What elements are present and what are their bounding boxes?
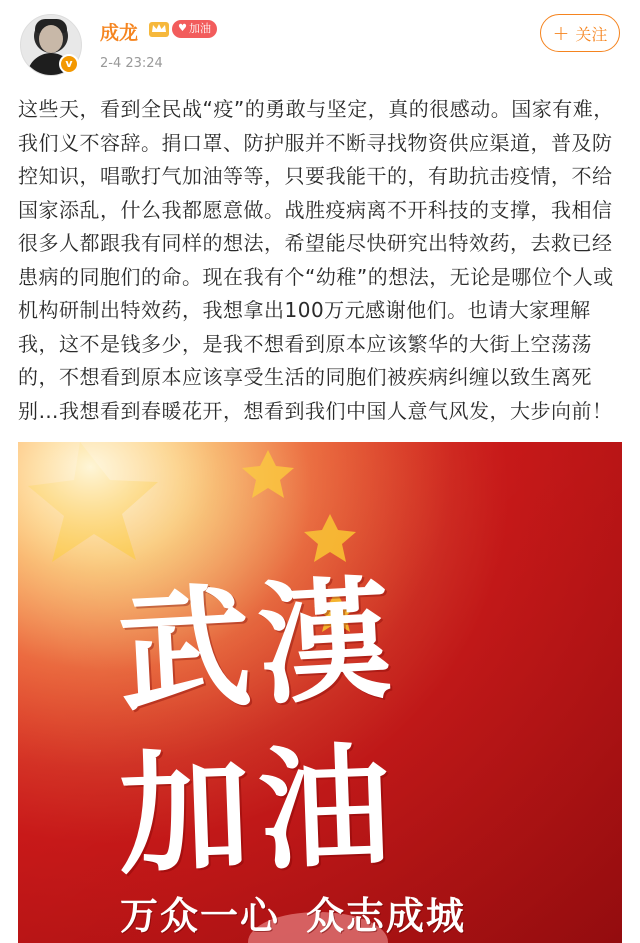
plus-icon: + (552, 21, 570, 45)
poster-slogan-part2: 众志成城 (306, 894, 467, 938)
poster-slogan-part1: 万众一心 (120, 894, 281, 938)
crown-icon (148, 19, 170, 39)
verified-badge-icon: v (59, 54, 79, 74)
status-badge (172, 20, 217, 38)
avatar-face (39, 25, 63, 53)
post-body-text: 这些天，看到全民战“疫”的勇敢与坚定，真的很感动。国家有难，我们义不容辞。捐口罩、防护服并不断寻找物资供应渠道，普及防控知识，唱歌打气加油等等，只要我能干的，有助抗击疫情，不给国家添乱，什么我都愿意做。战胜疫病离不开科技的支撑，我相信很多人都跟我有同样的想法，希望能尽快研究出特效药，去救已经患病的同胞们的命。现在我有个“幼稚”的想法，无论是哪位个人或机构研制出特效药，我想拿出100万元感谢他们。也请大家理解我，这不是钱多少，是我不想看到原本应该繁华的大街上空荡荡的，不想看到原本应该享受生活的同胞们被疾病纠缠以致生离死别…我想看到春暖花开，想看到我们中国人意气风发，大步向前！ (18, 97, 614, 423)
post-header (0, 0, 640, 90)
post-timestamp: 2-4 23:24 (100, 56, 163, 71)
follow-button-label: 关注 (575, 24, 608, 44)
poster-headline-2: 加油 (115, 729, 402, 894)
author-name[interactable]: 成龙 (100, 22, 139, 44)
follow-button[interactable] (540, 14, 620, 52)
status-badge-label: 加油 (188, 22, 211, 35)
heart-icon: ♥ (178, 23, 187, 34)
poster-slogan (120, 885, 466, 940)
poster-headline-1: 武漢 (114, 561, 403, 732)
